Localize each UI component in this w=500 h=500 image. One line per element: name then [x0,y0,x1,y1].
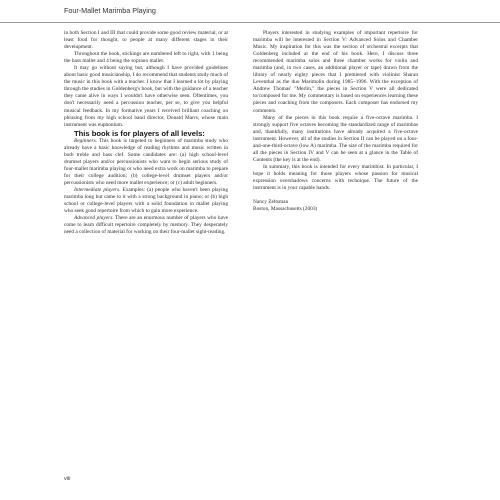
running-head-title: Four-Mallet Marimba Playing [64,6,156,15]
paragraph-advanced [64,215,228,236]
paragraph: It may go without saying but, although I have provided guidelines about basic good musicianship, I do recommend that students study much of the music in this book with a teacher. I know that I learned a lot by playing through the studies in Goldenberg's book, but with the guidance of a teacher they came alive in ways I wouldn't have otherwise seen. Oftentimes, you don't necessarily need a percussion teacher, per se, to give you helpful musical feedback. In my formative years I received brilliant coaching on phrasing from my high school band director, Donald Marrs, whose main instrument was euphonium. [64,65,228,128]
paragraph-intermediate [64,187,228,215]
lead-term: Intermediate players. [74,186,121,193]
lead-term: Advanced players. [74,215,114,222]
paragraph: Many of the pieces in this book require a five-octave marimba. I strongly support five octaves becoming the standardized range of marimbas and, thankfully, many institutions have already acquired a five-octave instrument. However, all of the studies in Section II can be played on a four-and-one-third-octave (low A) marimba. The size of the marimba required for all the pieces in Section IV and V can be seen at a glance in the Table of Contents (the key is at the end). [253,114,418,163]
paragraph: Players interested in studying examples of important repertoire for marimba will be interested in Section V: Advanced Solos and Chamber Music. My inspiration for this was the section of orchestral excerpts that Goldenberg included at the end of his book. Here, I discuss three recommended marimba solos and three chamber works for violin and marimba (and, in two cases, an additional player or tape) drawn from the library of nearly eighty pieces that I premiered with violinist Sharan Leventhal as the duo Marimolin during 1985–1996. With the exception of Andrew Thomas' "Merlin," the pieces in Section V were all dedicated to/composed for me. My commentary is based on experiences learning these pieces and coaching from the composers. Each composer has endorsed my comments. [253,30,418,114]
paragraph: Throughout the book, stickings are numbered left to right, with 1 being the bass mallet and 4 being the soprano mallet. [64,51,228,65]
signature-name: Nancy Zeltsman [253,199,289,206]
right-column [253,30,418,213]
section-heading: This book is for players of all levels: [74,128,205,138]
lead-term: Beginners. [74,137,98,144]
paragraph-text: There are an enormous number of players who have come to learn difficult repertoire completely by memory. They desperately need a collection of material for working on their four-mallet sight-reading. [64,215,228,236]
running-head [0,0,500,23]
paragraph-text: This book is targeted to beginners of marimba study who already have a basic knowledge of reading rhythms and music written in both treble and bass clef. Some candidates are: (a) high school-level drumset players and/or percussionists who want to begin serious study of four-mallet marimba playing or who need extra work on marimba to prepare for their college audition; (b) college-level drumset players and/or percussionists who need more mallet experience; or (c) adult beginners. [64,137,228,186]
left-column [64,30,228,236]
paragraph: in both Section I and III that could provide some good review material, or at least food for thought, to people at many different stages in their development. [64,30,228,51]
page-number: viii [64,476,71,482]
paragraph-beginners [64,138,228,187]
signature-place: Boston, Massachusetts (2003) [253,206,318,213]
paragraph-text: Examples: (a) people who haven't been playing marimba long but came to it with a strong background in piano; or (b) high school or college-level players with a solid foundation in mallet playing who seek good repertoire from which to gain more experience. [64,186,228,215]
paragraph: In summary, this book is intended for every marimbist. In particular, I hope it holds meaning for those players whose passion for musical expression overshadows concerns with technique. The future of the instrument is in your capable hands. [253,163,418,192]
